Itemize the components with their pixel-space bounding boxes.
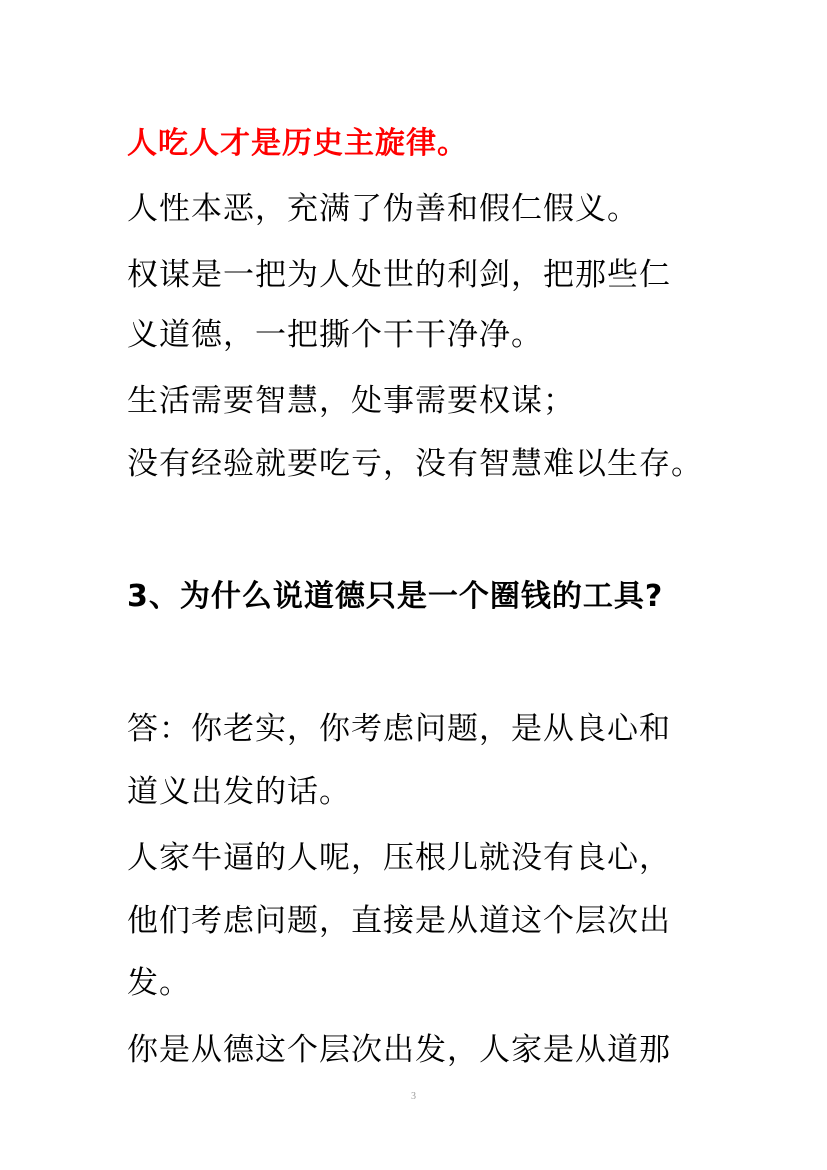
red-heading: 人吃人才是历史主旋律。 bbox=[127, 126, 468, 161]
paragraph-line: 道义出发的话。 bbox=[127, 774, 351, 810]
paragraph-line: 你是从德这个层次出发，人家是从道那 bbox=[127, 1032, 671, 1068]
paragraph-line: 发。 bbox=[127, 965, 191, 1001]
paragraph-line: 人性本恶，充满了伪善和假仁假义。 bbox=[127, 191, 639, 227]
paragraph-line: 生活需要智慧，处事需要权谋； bbox=[127, 383, 575, 419]
section-heading: 3、为什么说道德只是一个圈钱的工具? bbox=[127, 579, 664, 614]
paragraph-line: 义道德，一把撕个干干净净。 bbox=[127, 317, 543, 353]
paragraph-line: 权谋是一把为人处世的利剑，把那些仁 bbox=[127, 257, 671, 293]
paragraph-line: 人家牛逼的人呢，压根儿就没有良心， bbox=[127, 840, 671, 876]
page-number: 3 bbox=[411, 1091, 416, 1102]
paragraph-line: 他们考虑问题，直接是从道这个层次出 bbox=[127, 903, 671, 939]
paragraph-line: 答：你老实，你考虑问题，是从良心和 bbox=[127, 711, 671, 747]
paragraph-line: 没有经验就要吃亏，没有智慧难以生存。 bbox=[127, 446, 703, 482]
